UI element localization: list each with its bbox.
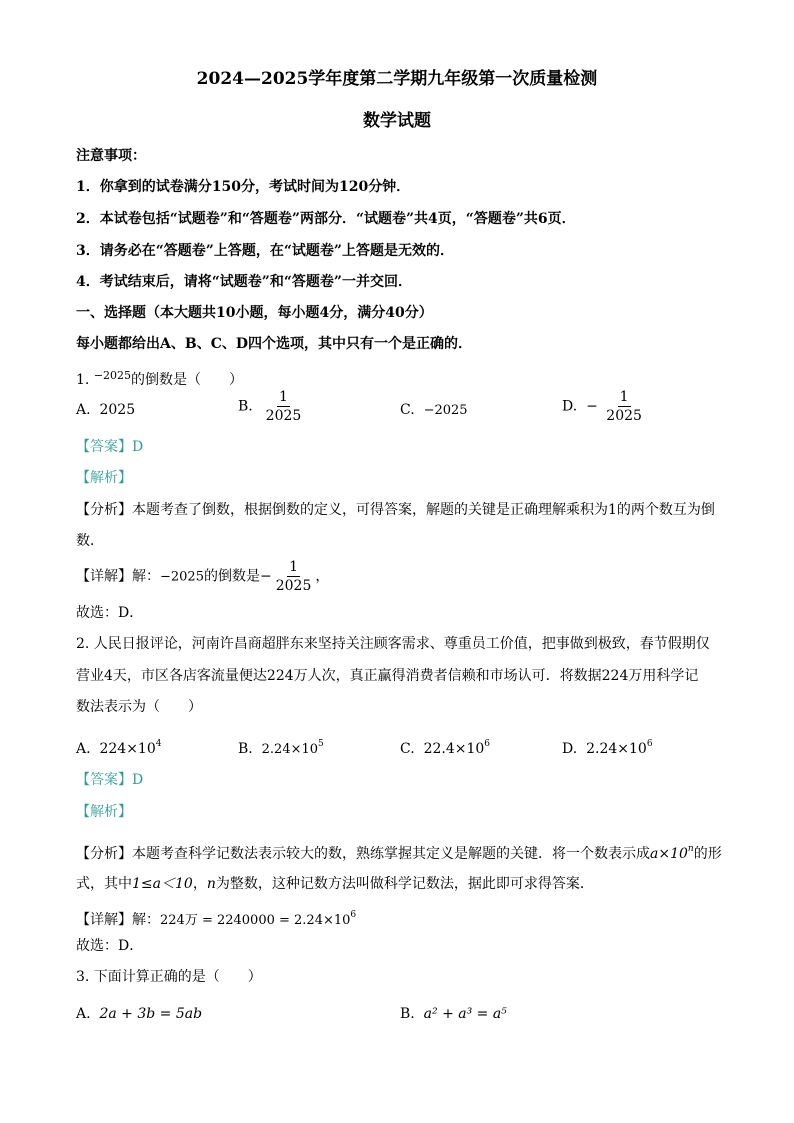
detail-label: 【详解】解： <box>76 912 160 928</box>
fenxi-text: 的形 <box>693 846 722 862</box>
q1-number: 1. <box>76 372 90 388</box>
q2-answer: 【答案】D <box>76 772 144 788</box>
denominator: 2025 <box>275 578 312 594</box>
exponent: 4 <box>155 739 162 749</box>
fraction <box>274 558 314 595</box>
q2-option-d <box>562 734 653 759</box>
option-label: A. <box>76 741 91 757</box>
detail-label: 【详解】解： <box>76 568 160 585</box>
section-note: 每小题都给出A、B、C、D四个选项，其中只有一个是正确的． <box>76 336 472 352</box>
exponent: n <box>687 844 694 854</box>
exponent: 6 <box>646 739 653 749</box>
numerator: 1 <box>619 389 629 405</box>
page-title: 2024—2025学年度第二学期九年级第一次质量检测 <box>196 69 598 89</box>
option-value: 2025 <box>99 402 136 418</box>
option-value: a² + a³ = a⁵ <box>423 1006 507 1022</box>
minus-sign: − <box>259 568 272 585</box>
fenxi-text: 式，其中 <box>76 876 132 892</box>
denominator: 2025 <box>606 408 642 424</box>
q2-option-c <box>400 734 490 759</box>
q2-fenxi-line1 <box>76 839 722 864</box>
q1-option-a <box>76 400 135 420</box>
numerator: 1 <box>289 559 298 575</box>
q3-option-b <box>400 1004 507 1024</box>
option-label: D. <box>562 741 578 757</box>
detail-end: ， <box>315 568 330 585</box>
note-1: 1．你拿到的试卷满分150分，考试时间为120分钟． <box>76 179 411 195</box>
option-label: A. <box>76 1006 91 1022</box>
fenxi-text: 【分析】本题考查科学记数法表示较大的数，熟练掌握其定义是解题的关键．将一个数表示成 <box>76 846 650 862</box>
option-label: A. <box>76 402 91 418</box>
q3-option-a <box>76 1004 202 1024</box>
q2-fenxi-line2 <box>76 874 594 894</box>
option-label: C. <box>400 402 415 418</box>
q1-text: 的倒数是（ ） <box>131 372 244 388</box>
option-value: 2.24×10 <box>261 742 319 757</box>
option-label: C. <box>400 741 415 757</box>
section-heading: 一、选择题（本大题共10小题，每小题4分，满分40分） <box>76 305 433 321</box>
q1-option-c <box>400 400 468 421</box>
option-value: 22.4×10 <box>423 741 485 757</box>
q2-stem-line3: 数法表示为（ ） <box>76 699 202 715</box>
q1-answer: 【答案】D <box>76 439 144 455</box>
q1-detail <box>76 558 329 596</box>
q1-option-d <box>562 388 646 425</box>
numerator: 1 <box>279 389 288 405</box>
q1-math: −2025 <box>93 369 132 382</box>
q2-choose: 故选：D． <box>76 938 144 954</box>
note-2: 2．本试卷包括“试题卷”和“答题卷”两部分．“试题卷”共4页，“答题卷”共6页． <box>76 211 576 227</box>
fenxi-text: ， <box>192 876 207 892</box>
fenxi-math: 1≤a＜10 <box>132 876 193 892</box>
fraction <box>264 388 304 425</box>
q2-option-a <box>76 734 161 759</box>
option-label: B. <box>238 398 253 415</box>
fenxi-text: 为整数，这种记数方法叫做科学记数法，据此即可求得答案． <box>215 876 594 892</box>
q1-stem <box>76 366 243 390</box>
page-subtitle: 数学试题 <box>363 111 431 131</box>
option-label: B. <box>400 1006 415 1022</box>
q1-choose: 故选：D． <box>76 605 144 621</box>
option-label: B. <box>238 741 253 757</box>
q2-stem-line2: 营业4天，市区各店客流量便达224万人次，真正赢得消费者信赖和市场认可．将数据224万用科学记 <box>76 668 699 684</box>
q2-detail <box>76 905 356 931</box>
note-4: 4．考试结束后，请将“试题卷”和“答题卷”一并交回． <box>76 274 412 290</box>
fenxi-math: n <box>206 876 216 892</box>
minus-sign: − <box>586 398 598 415</box>
note-3: 3．请务必在“答题卷”上答题，在“试题卷”上答题是无效的． <box>76 243 454 259</box>
notes-header: 注意事项： <box>76 148 146 164</box>
detail-math: −2025 <box>160 569 204 585</box>
denominator: 2025 <box>265 408 302 424</box>
q2-analysis: 【解析】 <box>76 804 132 820</box>
q2-stem-line1: 2. 人民日报评论，河南许昌商超胖东来坚持关注顾客需求、尊重员工价值，把事做到极致，春节假期仅 <box>76 636 710 652</box>
fenxi-math: a×10 <box>650 846 688 862</box>
option-value: 2a + 3b = 5ab <box>99 1006 203 1022</box>
q1-fenxi-line1: 【分析】本题考查了倒数，根据倒数的定义，可得答案，解题的关键是正确理解乘积为1的两个数互为倒 <box>76 502 715 518</box>
exponent: 5 <box>318 739 324 749</box>
q1-fenxi-line2: 数． <box>76 533 104 549</box>
option-value: −2025 <box>423 403 468 418</box>
fraction <box>604 388 644 425</box>
detail-text: 的倒数是 <box>203 568 260 585</box>
detail-math: 224万 = 2240000 = 2.24×10 <box>160 913 351 928</box>
q3-stem: 3. 下面计算正确的是（ ） <box>76 969 262 985</box>
option-value: 224×10 <box>99 741 156 757</box>
exponent: 6 <box>350 910 357 920</box>
option-label: D. <box>562 398 578 415</box>
option-value: 2.24×10 <box>586 741 647 757</box>
q1-option-b <box>238 388 305 425</box>
q2-option-b <box>238 734 324 760</box>
exponent: 6 <box>484 739 491 749</box>
q1-analysis: 【解析】 <box>76 470 132 486</box>
